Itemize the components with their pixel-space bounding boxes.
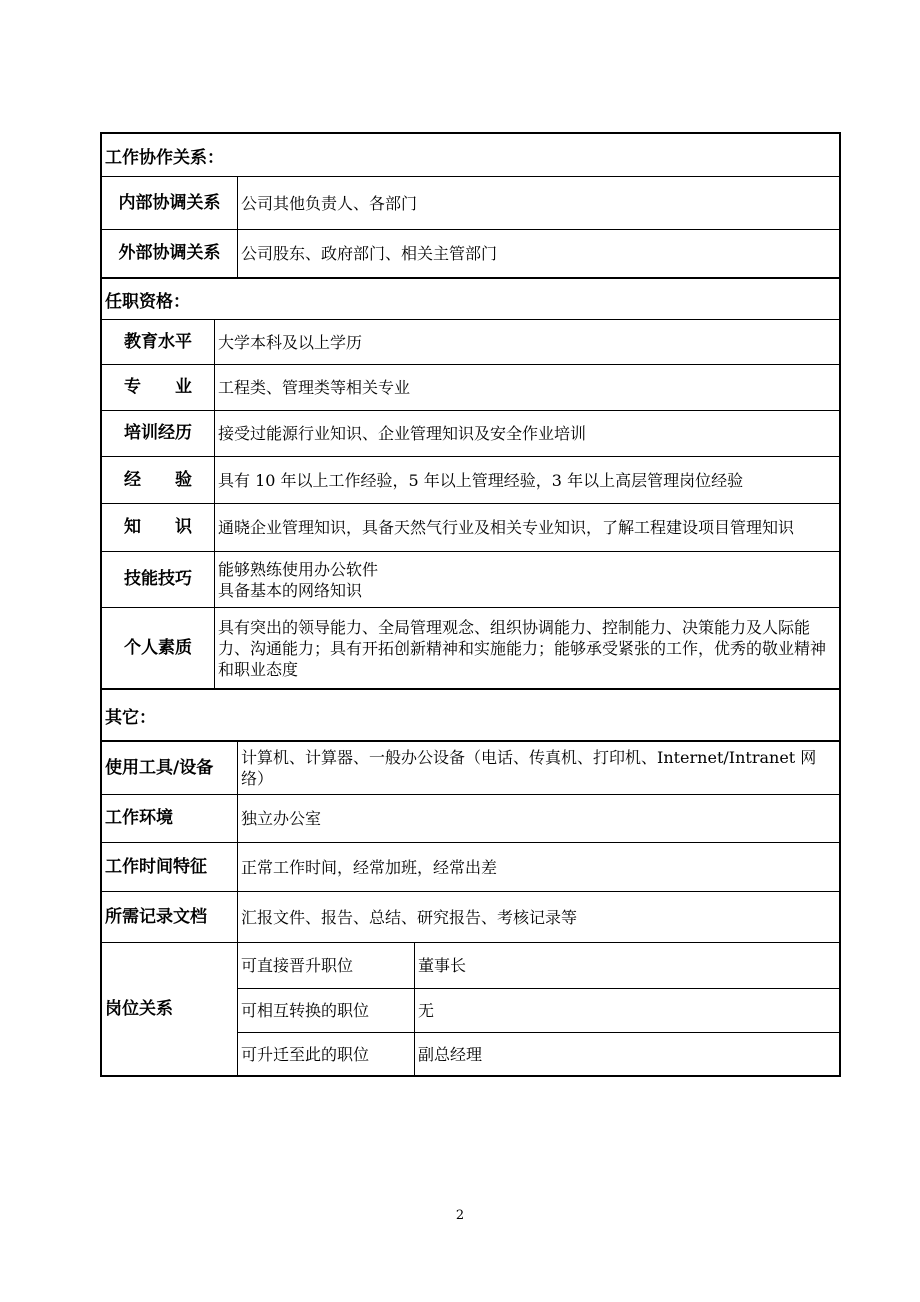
- section-title-other: 其它：: [102, 688, 839, 740]
- table-row: [102, 364, 839, 410]
- position-value: [414, 1033, 839, 1075]
- row-value-text: 计算机、计算器、一般办公设备（电话、传真机、打印机、Internet/Intranet 网络）: [241, 748, 817, 788]
- row-label: 工作时间特征: [105, 856, 207, 877]
- row-value-text: 大学本科及以上学历: [218, 332, 363, 352]
- position-key-text: 可升迁至此的职位: [241, 1044, 370, 1064]
- table-row: [102, 842, 839, 891]
- table-row: [237, 943, 839, 988]
- table-row: [102, 607, 839, 688]
- row-value: [237, 177, 839, 229]
- row-value: [214, 457, 839, 503]
- row-value-text: 通晓企业管理知识，具备天然气行业及相关专业知识，了解工程建设项目管理知识: [218, 518, 795, 537]
- position-value-text: 无: [418, 1001, 435, 1020]
- row-label: 知 识: [124, 517, 192, 537]
- row-value: [214, 608, 839, 688]
- row-value: [214, 504, 839, 551]
- position-key: [237, 1033, 414, 1075]
- row-value: [237, 843, 839, 891]
- row-value: [237, 795, 839, 842]
- row-label: 工作环境: [105, 808, 173, 828]
- table-row: [102, 456, 839, 503]
- position-value-text: 董事长: [418, 956, 467, 975]
- position-key: [237, 943, 414, 988]
- page-number: 2: [455, 1208, 465, 1223]
- row-label: 经 验: [124, 469, 192, 490]
- row-label: 培训经历: [124, 423, 192, 443]
- row-label: 使用工具/设备: [105, 757, 214, 778]
- row-value-text: 汇报文件、报告、总结、研究报告、考核记录等: [241, 907, 578, 927]
- row-value: [237, 742, 839, 794]
- position-value: [414, 943, 839, 988]
- position-key-text: 可直接晋升职位: [241, 956, 354, 975]
- row-value: [214, 552, 839, 607]
- position-key-text: 可相互转换的职位: [241, 1001, 370, 1020]
- table-row: [102, 551, 839, 607]
- table-row: [102, 891, 839, 942]
- table-row: [102, 740, 839, 794]
- row-value: [214, 411, 839, 456]
- job-description-table: [100, 132, 841, 1077]
- table-row: [237, 988, 839, 1032]
- position-key: [237, 989, 414, 1032]
- table-row: [102, 410, 839, 456]
- table-row: [102, 229, 839, 277]
- table-row: [102, 319, 839, 364]
- row-value-text: 工程类、管理类等相关专业: [218, 378, 411, 397]
- table-row: [102, 503, 839, 551]
- row-label: 外部协调关系: [118, 243, 221, 263]
- row-label: 个人素质: [124, 637, 192, 658]
- row-label: 专 业: [124, 377, 192, 397]
- section-title-qualification: 任职资格：: [102, 277, 839, 319]
- row-value-text: 能够熟练使用办公软件 具备基本的网络知识: [218, 559, 379, 600]
- table-row: [237, 1032, 839, 1075]
- position-relations-label: 岗位关系: [105, 998, 173, 1019]
- row-value-text: 独立办公室: [241, 809, 322, 828]
- row-value-text: 公司其他负责人、各部门: [241, 193, 418, 213]
- row-value-text: 公司股东、政府部门、相关主管部门: [241, 244, 498, 263]
- position-value: [414, 989, 839, 1032]
- table-row: [102, 176, 839, 229]
- position-value-text: 副总经理: [418, 1044, 483, 1064]
- table-row: [102, 794, 839, 842]
- row-label: 所需记录文档: [105, 906, 207, 927]
- position-relations-block: [102, 942, 839, 1075]
- row-value-text: 具有 10 年以上工作经验，5 年以上管理经验，3 年以上高层管理岗位经验: [218, 470, 744, 490]
- section-title-cooperation: 工作协作关系：: [105, 147, 224, 168]
- row-value: [237, 230, 839, 277]
- row-value: [237, 892, 839, 942]
- row-value: [214, 365, 839, 410]
- row-value: [214, 320, 839, 364]
- row-value-text: 具有突出的领导能力、全局管理观念、组织协调能力、控制能力、决策能力及人际能力、沟通能力；具有开拓创新精神和实施能力；能够承受紧张的工作，优秀的敬业精神和职业态度: [218, 617, 827, 679]
- row-label: 内部协调关系: [118, 192, 221, 213]
- row-value-text: 正常工作时间，经常加班，经常出差: [241, 857, 498, 877]
- row-label: 教育水平: [124, 331, 192, 352]
- row-value-text: 接受过能源行业知识、企业管理知识及安全作业培训: [218, 424, 587, 443]
- row-label: 技能技巧: [124, 569, 192, 589]
